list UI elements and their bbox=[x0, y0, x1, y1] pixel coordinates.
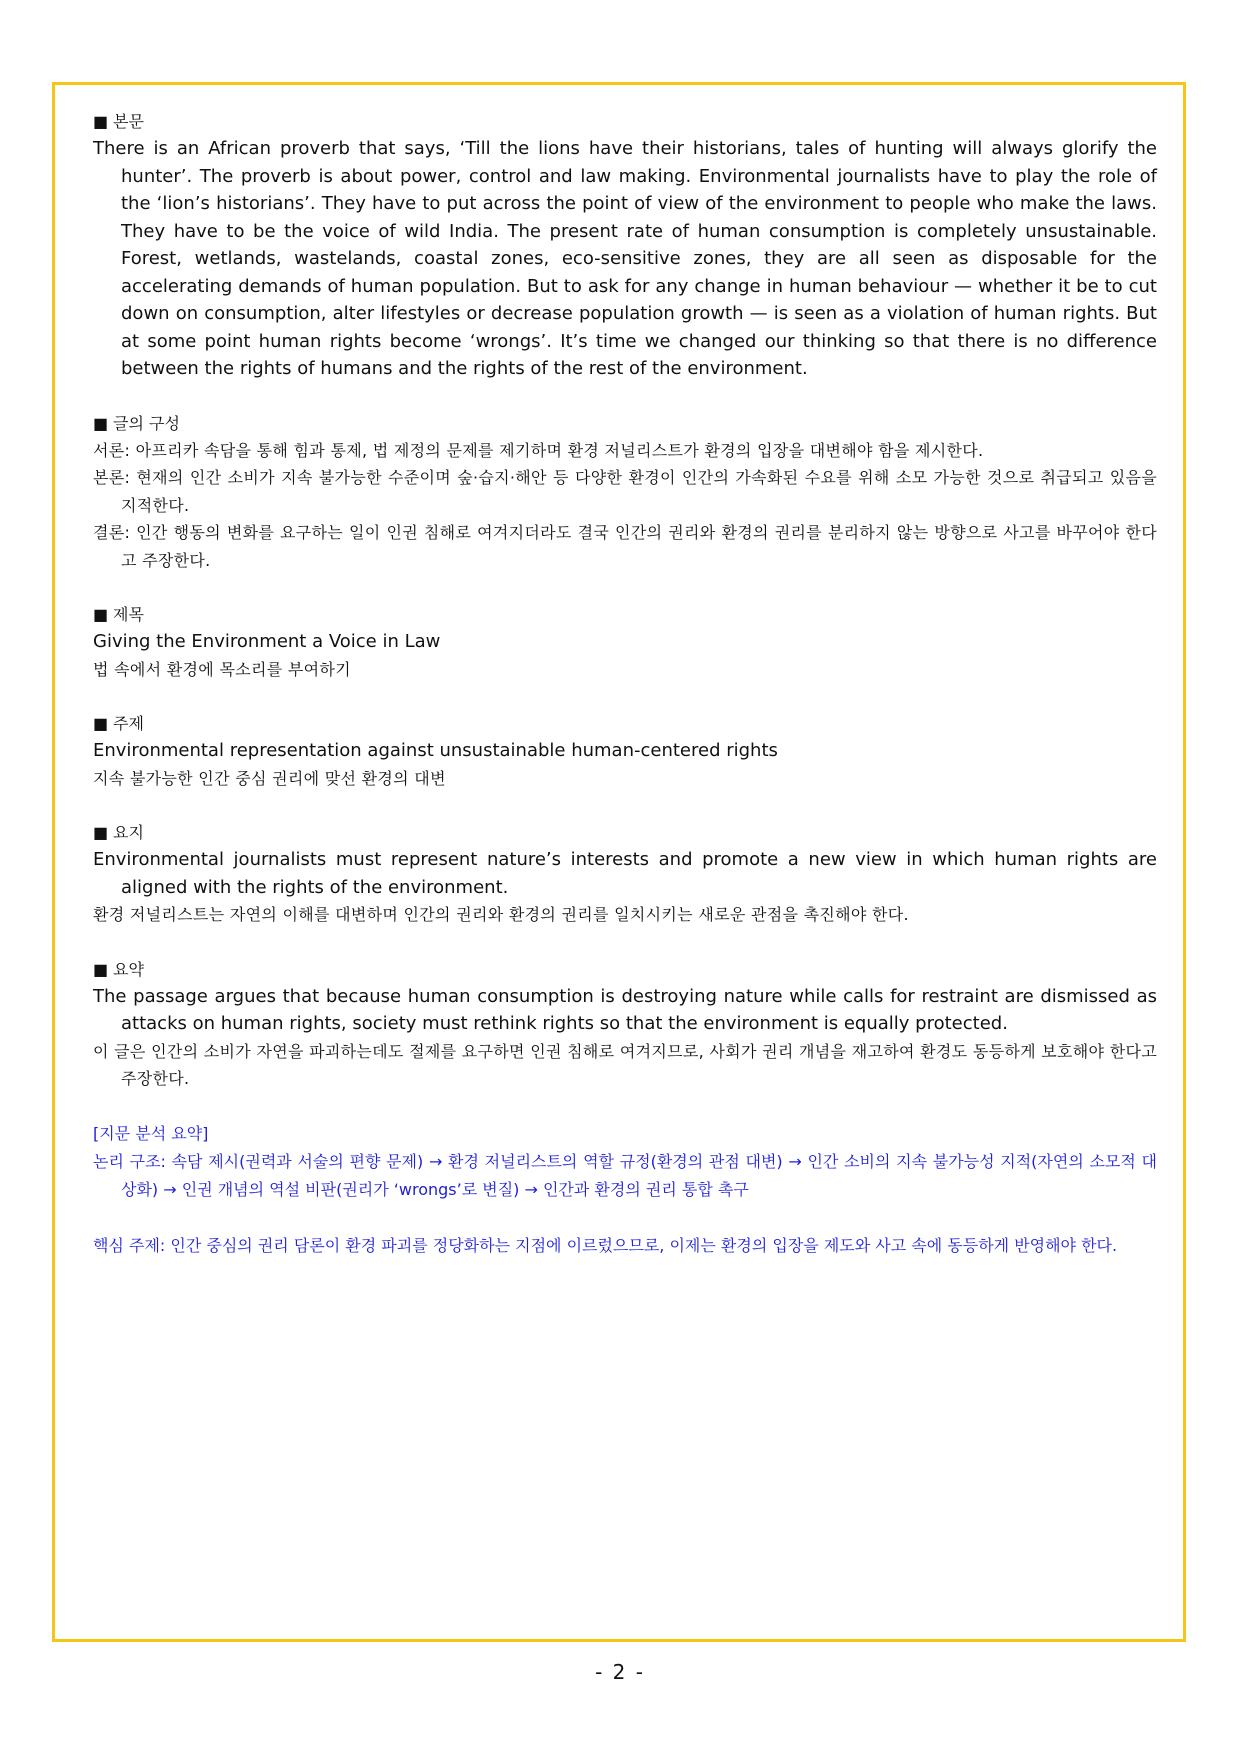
square-bullet-icon: ■ bbox=[93, 714, 109, 733]
analysis-core: 핵심 주제: 인간 중심의 권리 담론이 환경 파괴를 정당화하는 지점에 이르렀으므로, 이제는 환경의 입장을 제도와 사고 속에 동등하게 반영해야 한다. bbox=[93, 1235, 1118, 1255]
analysis-summary bbox=[93, 1120, 1157, 1260]
section-heading: ■ 본문 bbox=[93, 108, 1157, 135]
theme-ko: 지속 불가능한 인간 중심 권리에 맞선 환경의 대변 bbox=[93, 768, 446, 788]
document-content bbox=[93, 108, 1157, 1260]
section-heading: ■ 요지 bbox=[93, 819, 1157, 846]
body-text: There is an African proverb that says, ‘Till the lions have their historians, tales of hunting will always glorify the hunter’. The proverb is about power, control and law making. Environmental journalists have to play the role of the ‘lion’s historians’. They have to put across the point of view of the environment to people who make the laws. They have to be the voice of wild India. The present rate of human consumption is completely unsustainable. Forest, wetlands, wastelands, coastal zones, eco-sensitive zones, they are all seen as disposable for the accelerating demands of human population. But to ask for any change in human behaviour — whether it be to cut down on consumption, alter lifestyles or decrease population growth — is seen as a violation of human rights. But at some point human rights become ‘wrongs’. It’s time we changed our thinking so that there is no difference between the rights of humans and the rights of the rest of the environment. bbox=[93, 138, 1157, 379]
analysis-logic: 논리 구조: 속담 제시(권력과 서술의 편향 문제) → 환경 저널리스트의 역할 규정(환경의 관점 대변) → 인간 소비의 지속 불가능성 지적(자연의 소모적 대상화) → 인권 개념의 역설 비판(권리가 ‘wrongs’로 변질) → 인간과 환경의 권리 통합 촉구 bbox=[93, 1151, 1157, 1199]
gist-ko: 환경 저널리스트는 자연의 이해를 대변하며 인간의 권리와 환경의 권리를 일치시키는 새로운 관점을 촉진해야 한다. bbox=[93, 905, 909, 924]
section-title bbox=[93, 601, 1157, 683]
structure-intro: 서론: 아프리카 속담을 통해 힘과 통제, 법 제정의 문제를 제기하며 환경 저널리스트가 환경의 입장을 대변해야 함을 제시한다. bbox=[93, 440, 984, 460]
section-gist bbox=[93, 819, 1157, 929]
section-heading: ■ 요약 bbox=[93, 956, 1157, 983]
square-bullet-icon: ■ bbox=[93, 112, 109, 131]
section-theme bbox=[93, 710, 1157, 792]
square-bullet-icon: ■ bbox=[93, 413, 109, 433]
section-heading: ■ 글의 구성 bbox=[93, 410, 1157, 437]
title-ko: 법 속에서 환경에 목소리를 부여하기 bbox=[93, 659, 351, 679]
gist-en: Environmental journalists must represent nature’s interests and promote a new view in which human rights are aligned with the rights of the environment. bbox=[93, 849, 1157, 898]
section-summary bbox=[93, 956, 1157, 1093]
summary-en: The passage argues that because human consumption is destroying nature while calls for restraint are dismissed as attacks on human rights, society must rethink rights so that the environment is equally protected. bbox=[93, 985, 1157, 1034]
square-bullet-icon: ■ bbox=[93, 823, 109, 842]
section-structure bbox=[93, 410, 1157, 575]
page-number: - 2 - bbox=[595, 1660, 645, 1684]
structure-conclusion: 결론: 인간 행동의 변화를 요구하는 일이 인권 침해로 여겨지더라도 결국 인간의 권리와 환경의 권리를 분리하지 않는 방향으로 사고를 바꾸어야 한다고 주장한다. bbox=[93, 523, 1157, 570]
summary-ko: 이 글은 인간의 소비가 자연을 파괴하는데도 절제를 요구하면 인권 침해로 여겨지므로, 사회가 권리 개념을 재고하여 환경도 동등하게 보호해야 한다고 주장한다. bbox=[93, 1041, 1157, 1088]
square-bullet-icon: ■ bbox=[93, 959, 109, 979]
analysis-heading: [지문 분석 요약] bbox=[93, 1123, 209, 1143]
section-heading: ■ 주제 bbox=[93, 710, 1157, 737]
section-heading: ■ 제목 bbox=[93, 601, 1157, 628]
square-bullet-icon: ■ bbox=[93, 605, 109, 624]
structure-main: 본론: 현재의 인간 소비가 지속 불가능한 수준이며 숲·습지·해안 등 다양한 환경이 인간의 가속화된 수요를 위해 소모 가능한 것으로 취급되고 있음을 지적한다. bbox=[93, 468, 1157, 515]
section-body bbox=[93, 108, 1157, 383]
title-en: Giving the Environment a Voice in Law bbox=[93, 631, 441, 652]
theme-en: Environmental representation against unsustainable human-centered rights bbox=[93, 740, 778, 761]
